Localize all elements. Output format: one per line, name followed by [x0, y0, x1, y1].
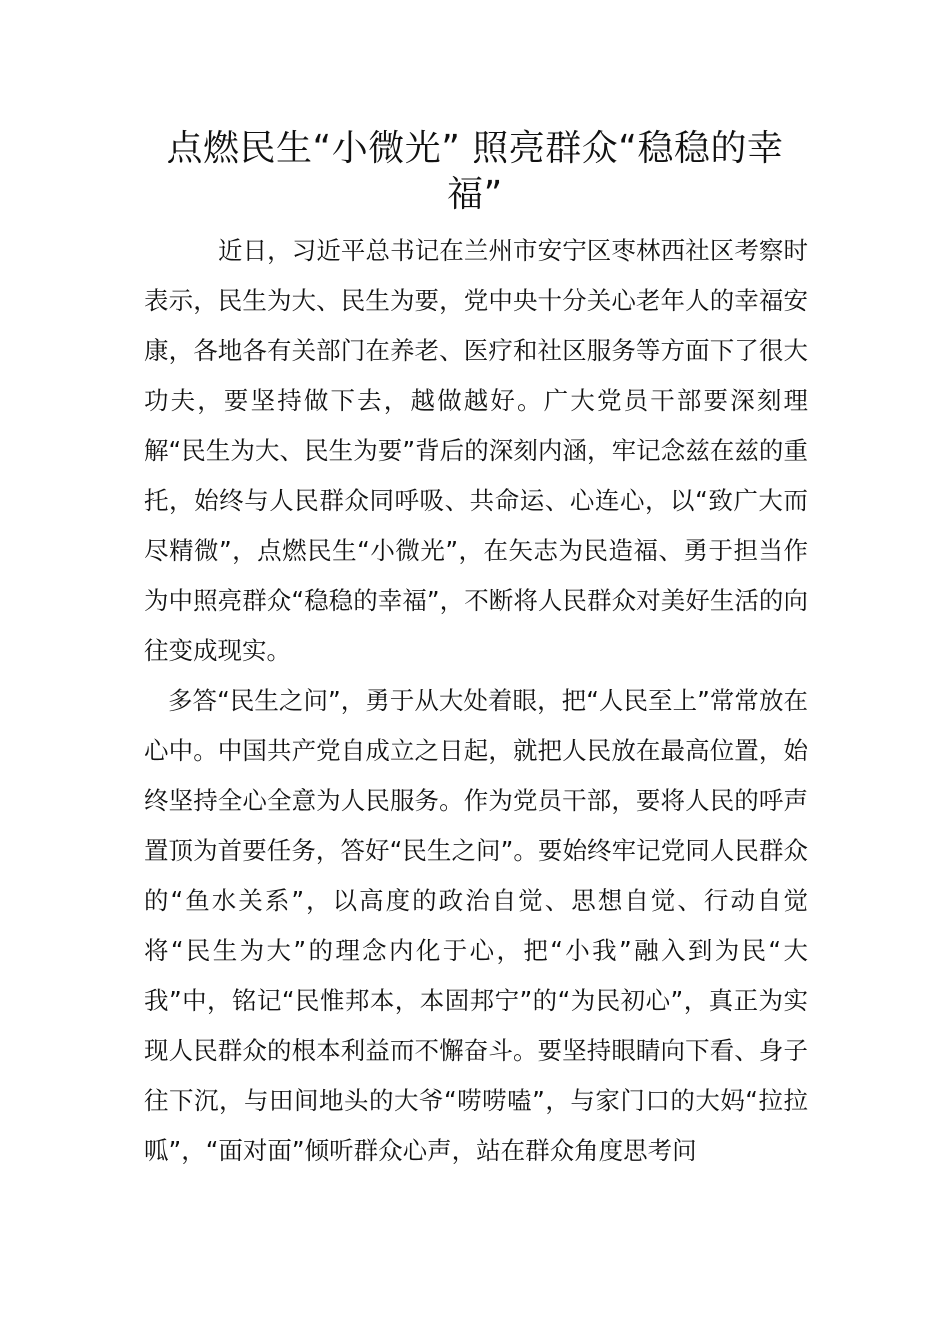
document-title: 点燃民生“小微光” 照亮群众“稳稳的幸福” [166, 128, 784, 215]
paragraph-2: 多答“民生之问”，勇于从大处着眼，把“人民至上”常常放在心中。中国共产党自成立之日起，就把人民放在最高位置，始终坚持全心全意为人民服务。作为党员干部，要将人民的呼声置顶为首要任务，答好“民生之问”。要始终牢记党同人民群众的“鱼水关系”，以高度的政治自觉、思想自觉、行动自觉将“民生为大”的理念内化于心，把“小我”融入到为民“大我”中，铭记“民惟邦本，本固邦宁”的“为民初心”，真正为实现人民群众的根本利益而不懈奋斗。要坚持眼睛向下看、身子往下沉，与田间地头的大爷“唠唠嗑”，与家门口的大妈“拉拉呱”，“面对面”倾听群众心声，站在群众角度思考问 [144, 686, 808, 1165]
document-body [144, 226, 808, 1176]
paragraph-1: 近日，习近平总书记在兰州市安宁区枣林西社区考察时表示，民生为大、民生为要，党中央十分关心老年人的幸福安康，各地各有关部门在养老、医疗和社区服务等方面下了很大功夫，要坚持做下去，越做越好。广大党员干部要深刻理解“民生为大、民生为要”背后的深刻内涵，牢记念兹在兹的重托，始终与人民群众同呼吸、共命运、心连心，以“致广大而尽精微”，点燃民生“小微光”，在矢志为民造福、勇于担当作为中照亮群众“稳稳的幸福”，不断将人民群众对美好生活的向往变成现实。 [144, 236, 808, 665]
